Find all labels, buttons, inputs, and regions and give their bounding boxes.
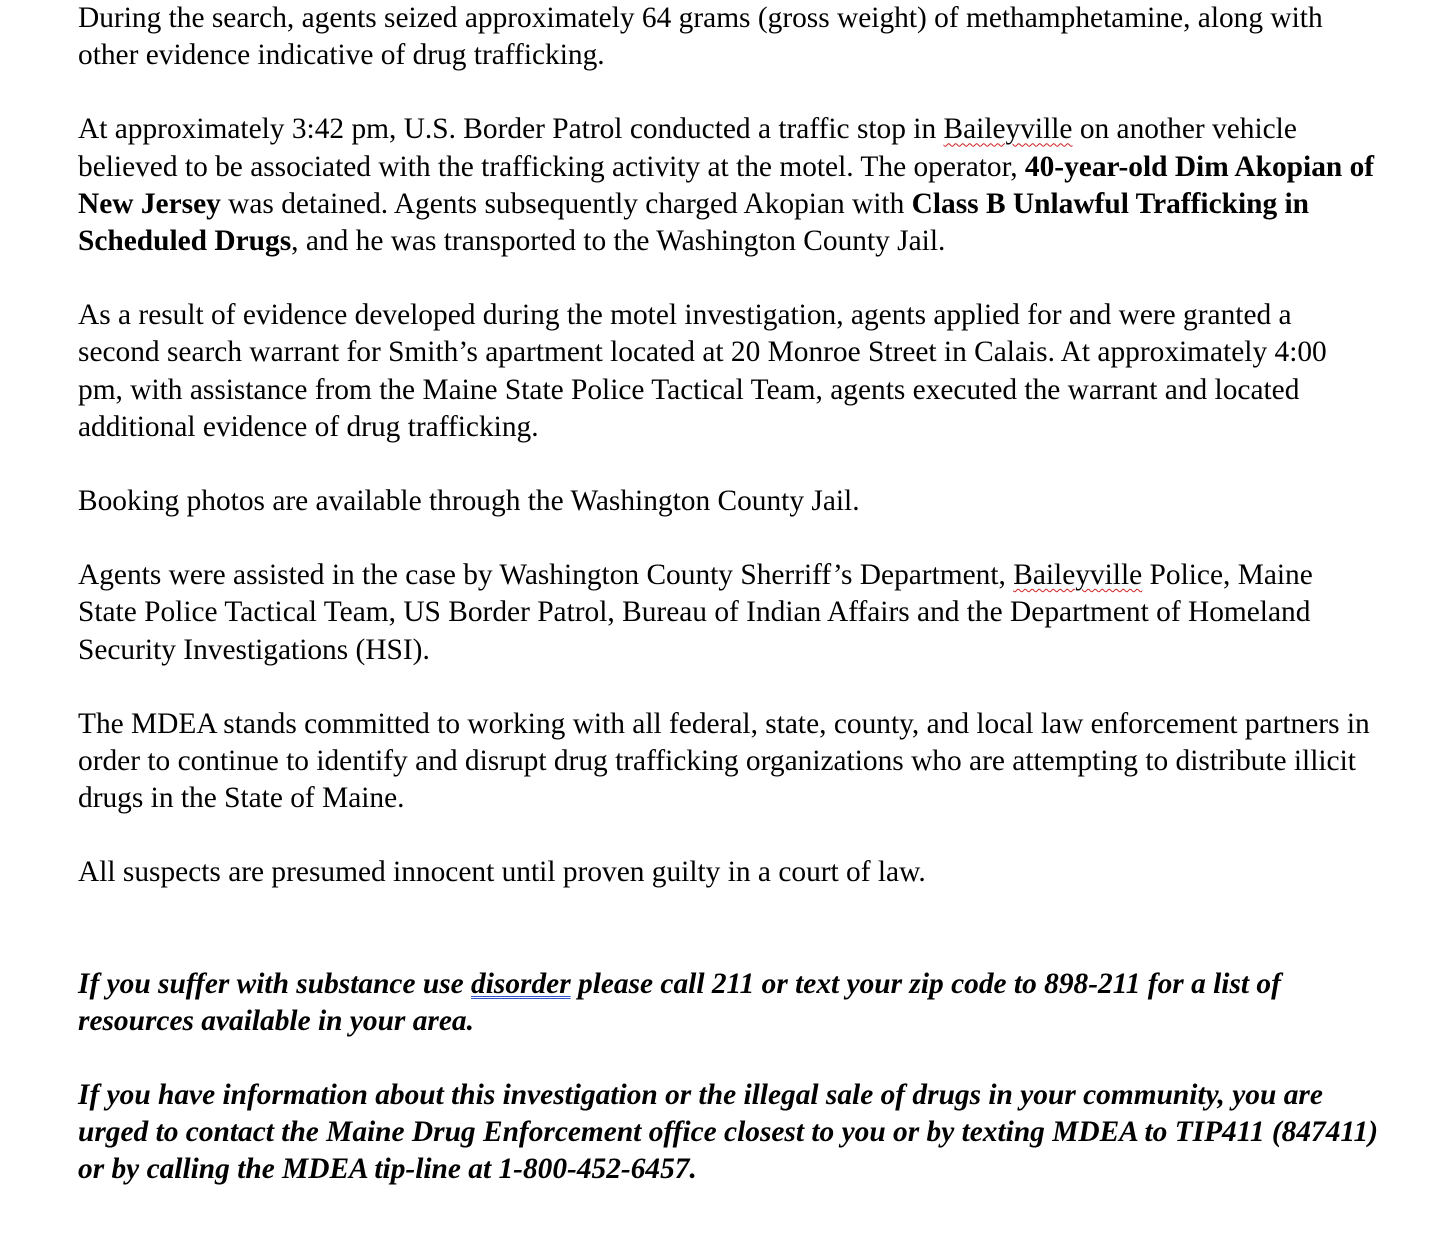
paragraph-text: Agents were assisted in the case by Washington County Sherriff’s Department, — [78, 559, 1014, 592]
paragraph-seizure — [78, 0, 1378, 74]
paragraph-text: Police, Maine State Police Tactical Team, US Border Patrol, Bureau of Indian Affairs and the Department of Homeland Security Investigations (HSI). — [78, 559, 1313, 666]
paragraph-text: The MDEA stands committed to working with all federal, state, county, and local law enforcement partners in order to continue to identify and disrupt drug trafficking organizations who are attempting to distribute illicit drugs in the State of Maine. — [78, 707, 1370, 815]
paragraph-text: If you suffer with substance use — [78, 967, 472, 1000]
spellcheck-flagged-word[interactable]: Baileyville — [943, 113, 1073, 146]
paragraph-assisting-agencies — [78, 557, 1378, 669]
paragraph-tip-line — [78, 1077, 1378, 1189]
paragraph-text: If you have information about this investigation or the illegal sale of drugs in your community, you are urged to contact the Maine Drug Enforcement office closest to you or by texting MDEA to TIP411 (847411) or by calling the MDEA tip-line at 1-800-452-6457. — [78, 1079, 1378, 1186]
spellcheck-flagged-word[interactable]: Baileyville — [1013, 559, 1143, 592]
paragraph-traffic-stop — [78, 111, 1378, 260]
paragraph-booking-photos — [78, 483, 1378, 520]
charge-text: Class B Unlawful Trafficking in Scheduled Drugs — [78, 187, 1310, 258]
paragraph-substance-help — [78, 966, 1378, 1040]
paragraph-text: During the search, agents seized approximately 64 grams (gross weight) of methamphetamine, along with other evidence indicative of drug trafficking. — [78, 2, 1323, 72]
paragraph-text: on another vehicle believed to be associated with the trafficking activity at the motel. The operator, — [78, 113, 1297, 183]
paragraph-second-warrant — [78, 297, 1378, 446]
paragraph-text: Booking photos are available through the Washington County Jail. — [78, 485, 860, 518]
paragraph-text: At approximately 3:42 pm, U.S. Border Patrol conducted a traffic stop in — [78, 113, 944, 146]
paragraph-text: please call 211 or text your zip code to 898-211 for a list of resources available in your area. — [78, 967, 1281, 1037]
paragraph-text: , and he was transported to the Washington County Jail. — [291, 225, 946, 258]
suspect-name: 40-year-old Dim Akopian of New Jersey — [78, 150, 1375, 220]
paragraph-text: As a result of evidence developed during the motel investigation, agents applied for and were granted a second search warrant for Smith’s apartment located at 20 Monroe Street in Calais. At approximately 4:00 pm, with assistance from the Maine State Police Tactical Team, agents executed the warrant and located additional evidence of drug trafficking. — [78, 299, 1327, 443]
grammar-flagged-word[interactable]: disorder — [471, 967, 571, 1000]
document-body — [78, 0, 1378, 1189]
paragraph-text: All suspects are presumed innocent until proven guilty in a court of law. — [78, 856, 926, 889]
paragraph-text: was detained. Agents subsequently charged Akopian with — [220, 187, 912, 220]
paragraph-presumption — [78, 854, 1378, 891]
paragraph-mdea-commitment — [78, 706, 1378, 818]
